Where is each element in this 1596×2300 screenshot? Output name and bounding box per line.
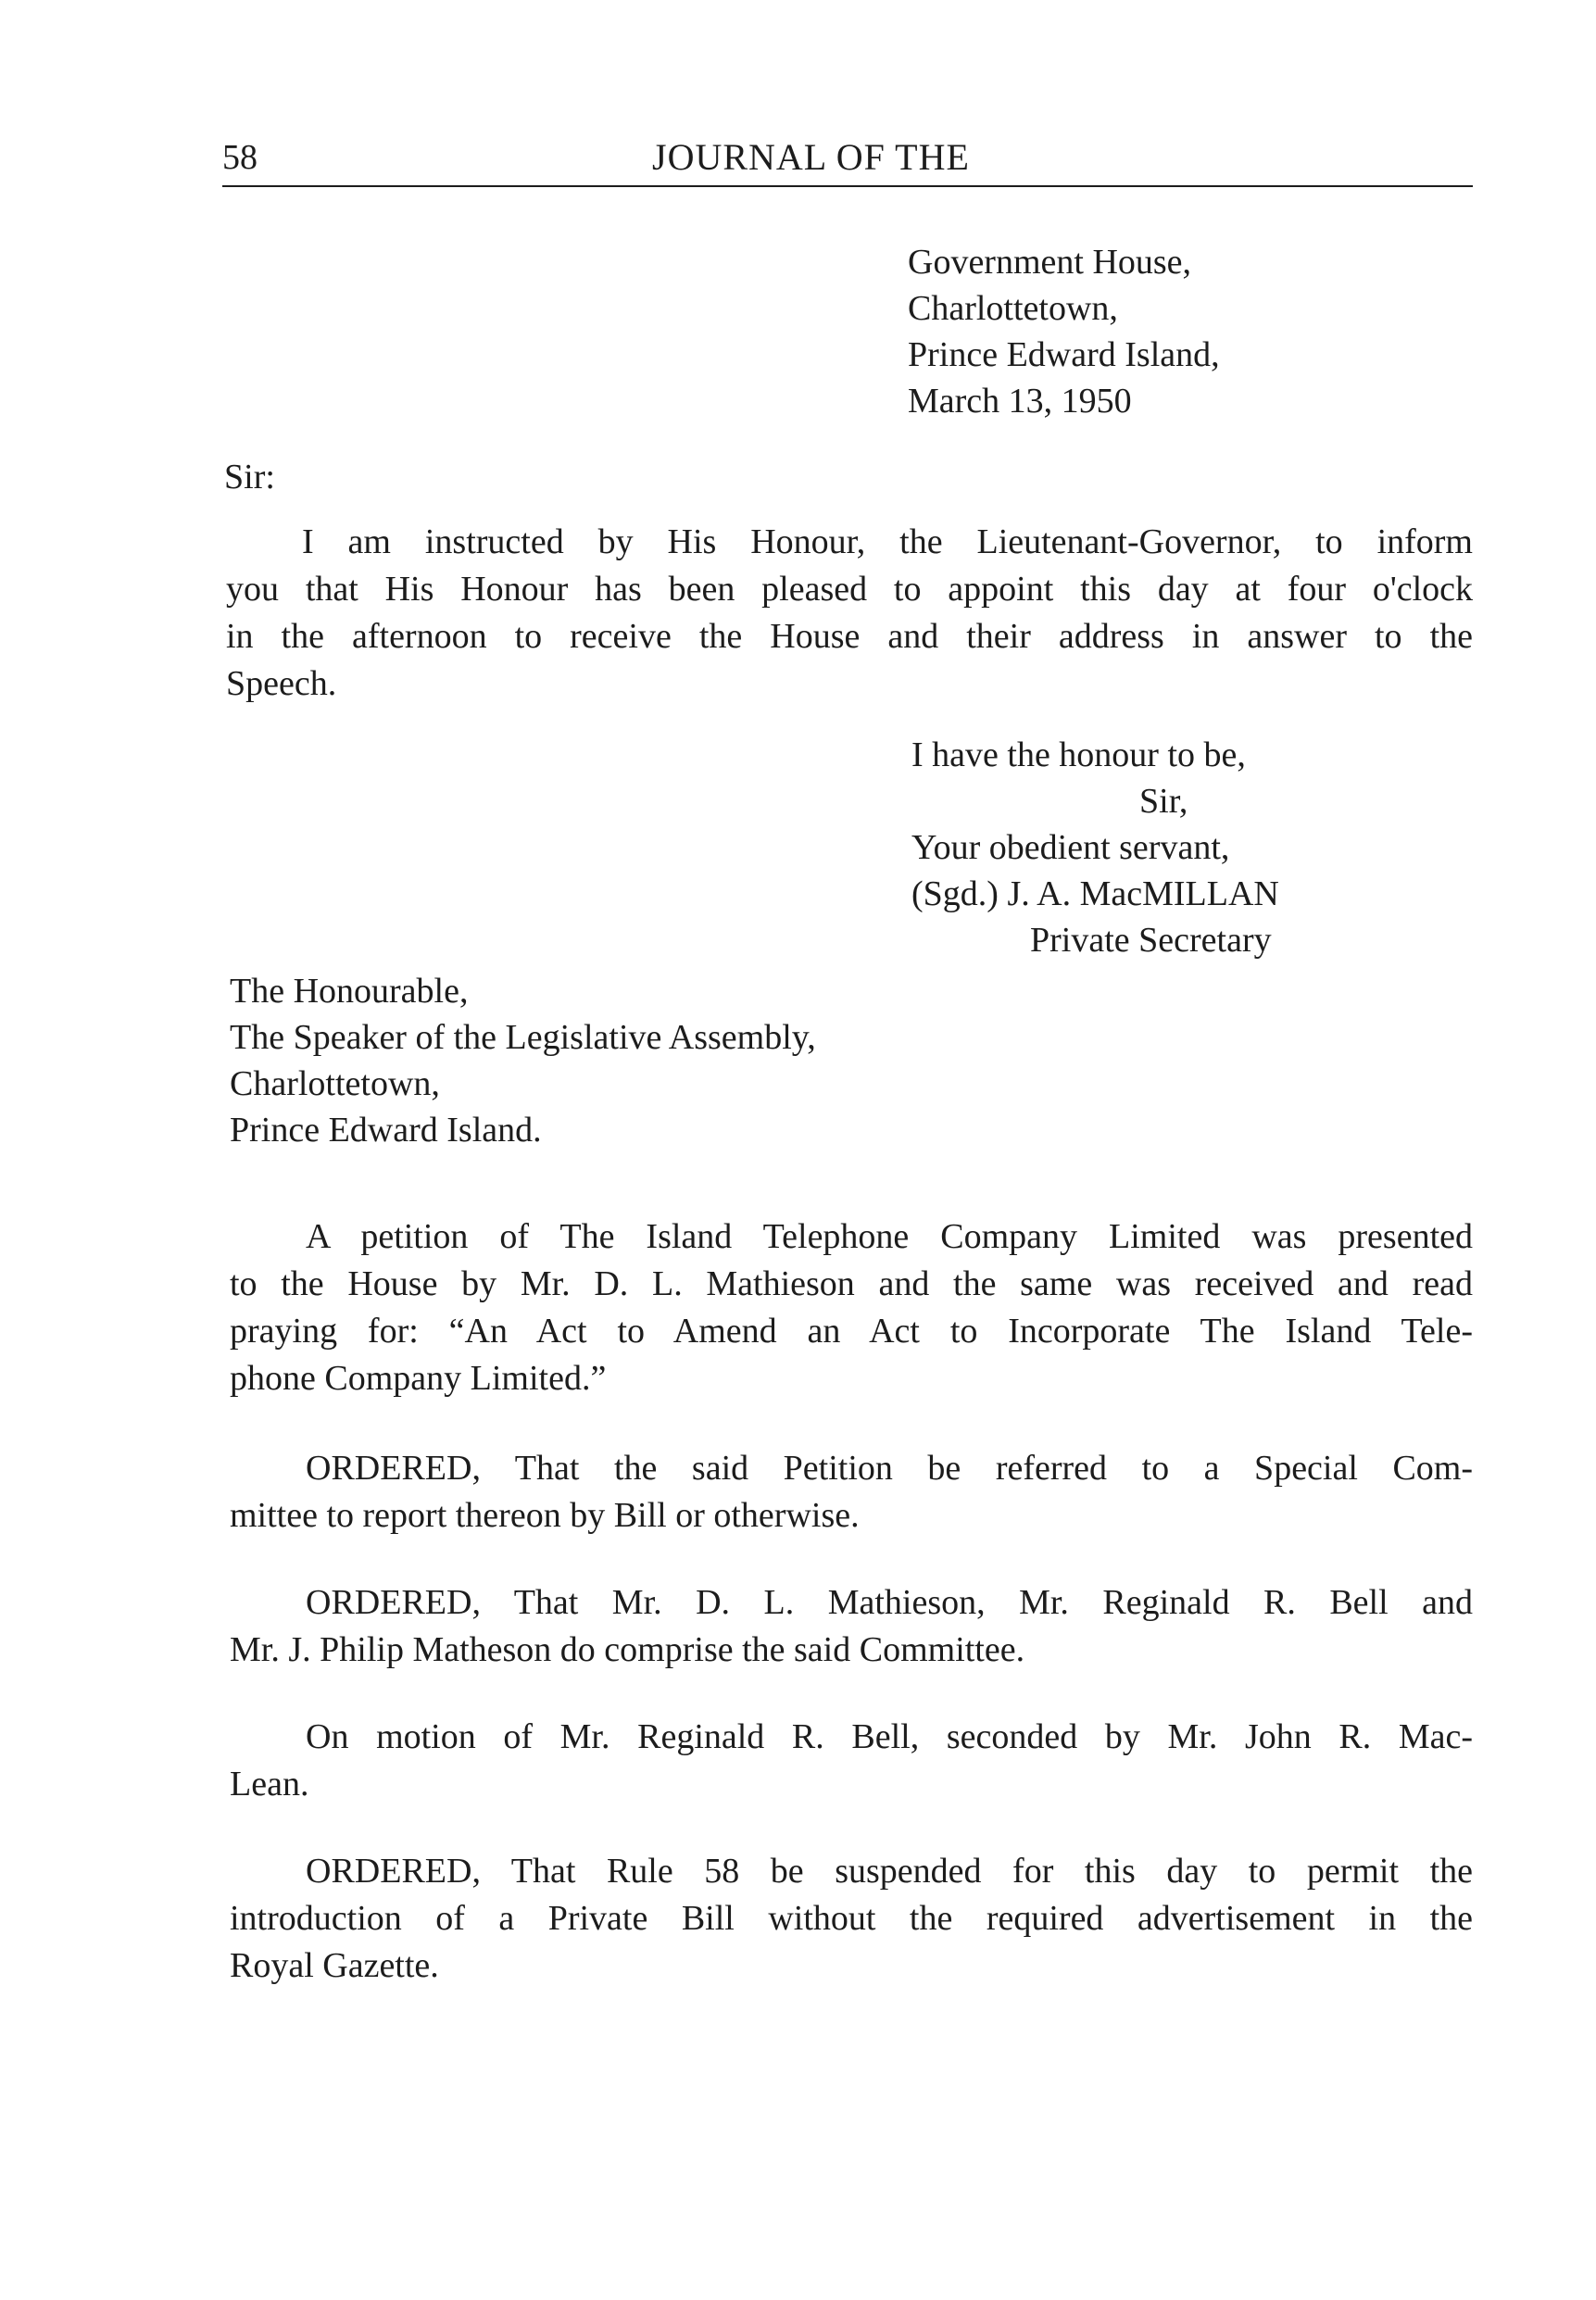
petition-line: A petition of The Island Telephone Company Limited was presented (306, 1217, 1473, 1256)
letter-body-line: in the afternoon to receive the House and their address in answer to the (226, 617, 1473, 656)
ordered-line: ORDERED, That Rule 58 be suspended for this day to permit the (306, 1852, 1473, 1891)
recipient-line: The Speaker of the Legislative Assembly, (230, 1018, 816, 1057)
closing-line: I have the honour to be, (911, 735, 1246, 774)
header-rule (222, 185, 1473, 187)
petition-line: to the House by Mr. D. L. Mathieson and the same was received and read (230, 1264, 1473, 1303)
ordered-line: ORDERED, That the said Petition be referred to a Special Com- (306, 1449, 1473, 1488)
letter-body-line: Speech. (226, 664, 337, 703)
ordered-line: Mr. J. Philip Matheson do comprise the said Committee. (230, 1630, 1025, 1669)
motion-line: Lean. (230, 1765, 309, 1804)
ordered-line: introduction of a Private Bill without the required advertisement in the (230, 1899, 1473, 1938)
recipient-line: The Honourable, (230, 972, 469, 1011)
letter-body-line: I am instructed by His Honour, the Lieutenant-Governor, to inform (302, 522, 1473, 561)
motion-line: On motion of Mr. Reginald R. Bell, seconded by Mr. John R. Mac- (306, 1717, 1473, 1756)
salutation: Sir: (224, 458, 275, 496)
petition-paragraph (230, 1213, 1473, 1402)
petition-line: praying for: “An Act to Amend an Act to Incorporate The Island Tele- (230, 1312, 1473, 1351)
ordered-line: mittee to report thereon by Bill or otherwise. (230, 1496, 860, 1535)
closing-line: Your obedient servant, (911, 828, 1230, 867)
address-line: Government House, (908, 243, 1192, 282)
address-line: Prince Edward Island, (908, 335, 1220, 374)
signatory-title: Private Secretary (1030, 921, 1272, 960)
signature: (Sgd.) J. A. MacMILLAN (911, 874, 1279, 913)
ordered-line: Royal Gazette. (230, 1946, 439, 1985)
page-number: 58 (222, 138, 258, 177)
ordered-paragraph (230, 1848, 1473, 1990)
ordered-paragraph (230, 1579, 1473, 1674)
motion-paragraph (230, 1714, 1473, 1808)
running-head: JOURNAL OF THE (652, 136, 970, 178)
address-line: Charlottetown, (908, 289, 1118, 328)
address-line: March 13, 1950 (908, 382, 1132, 421)
recipient-line: Charlottetown, (230, 1064, 440, 1103)
letter-body (226, 519, 1473, 708)
letter-body-line: you that His Honour has been pleased to appoint this day at four o'clock (226, 570, 1473, 609)
closing-sir: Sir, (1139, 782, 1188, 821)
petition-line: phone Company Limited.” (230, 1359, 607, 1398)
ordered-line: ORDERED, That Mr. D. L. Mathieson, Mr. Reginald R. Bell and (306, 1583, 1473, 1622)
ordered-paragraph (230, 1445, 1473, 1540)
recipient-line: Prince Edward Island. (230, 1111, 542, 1150)
